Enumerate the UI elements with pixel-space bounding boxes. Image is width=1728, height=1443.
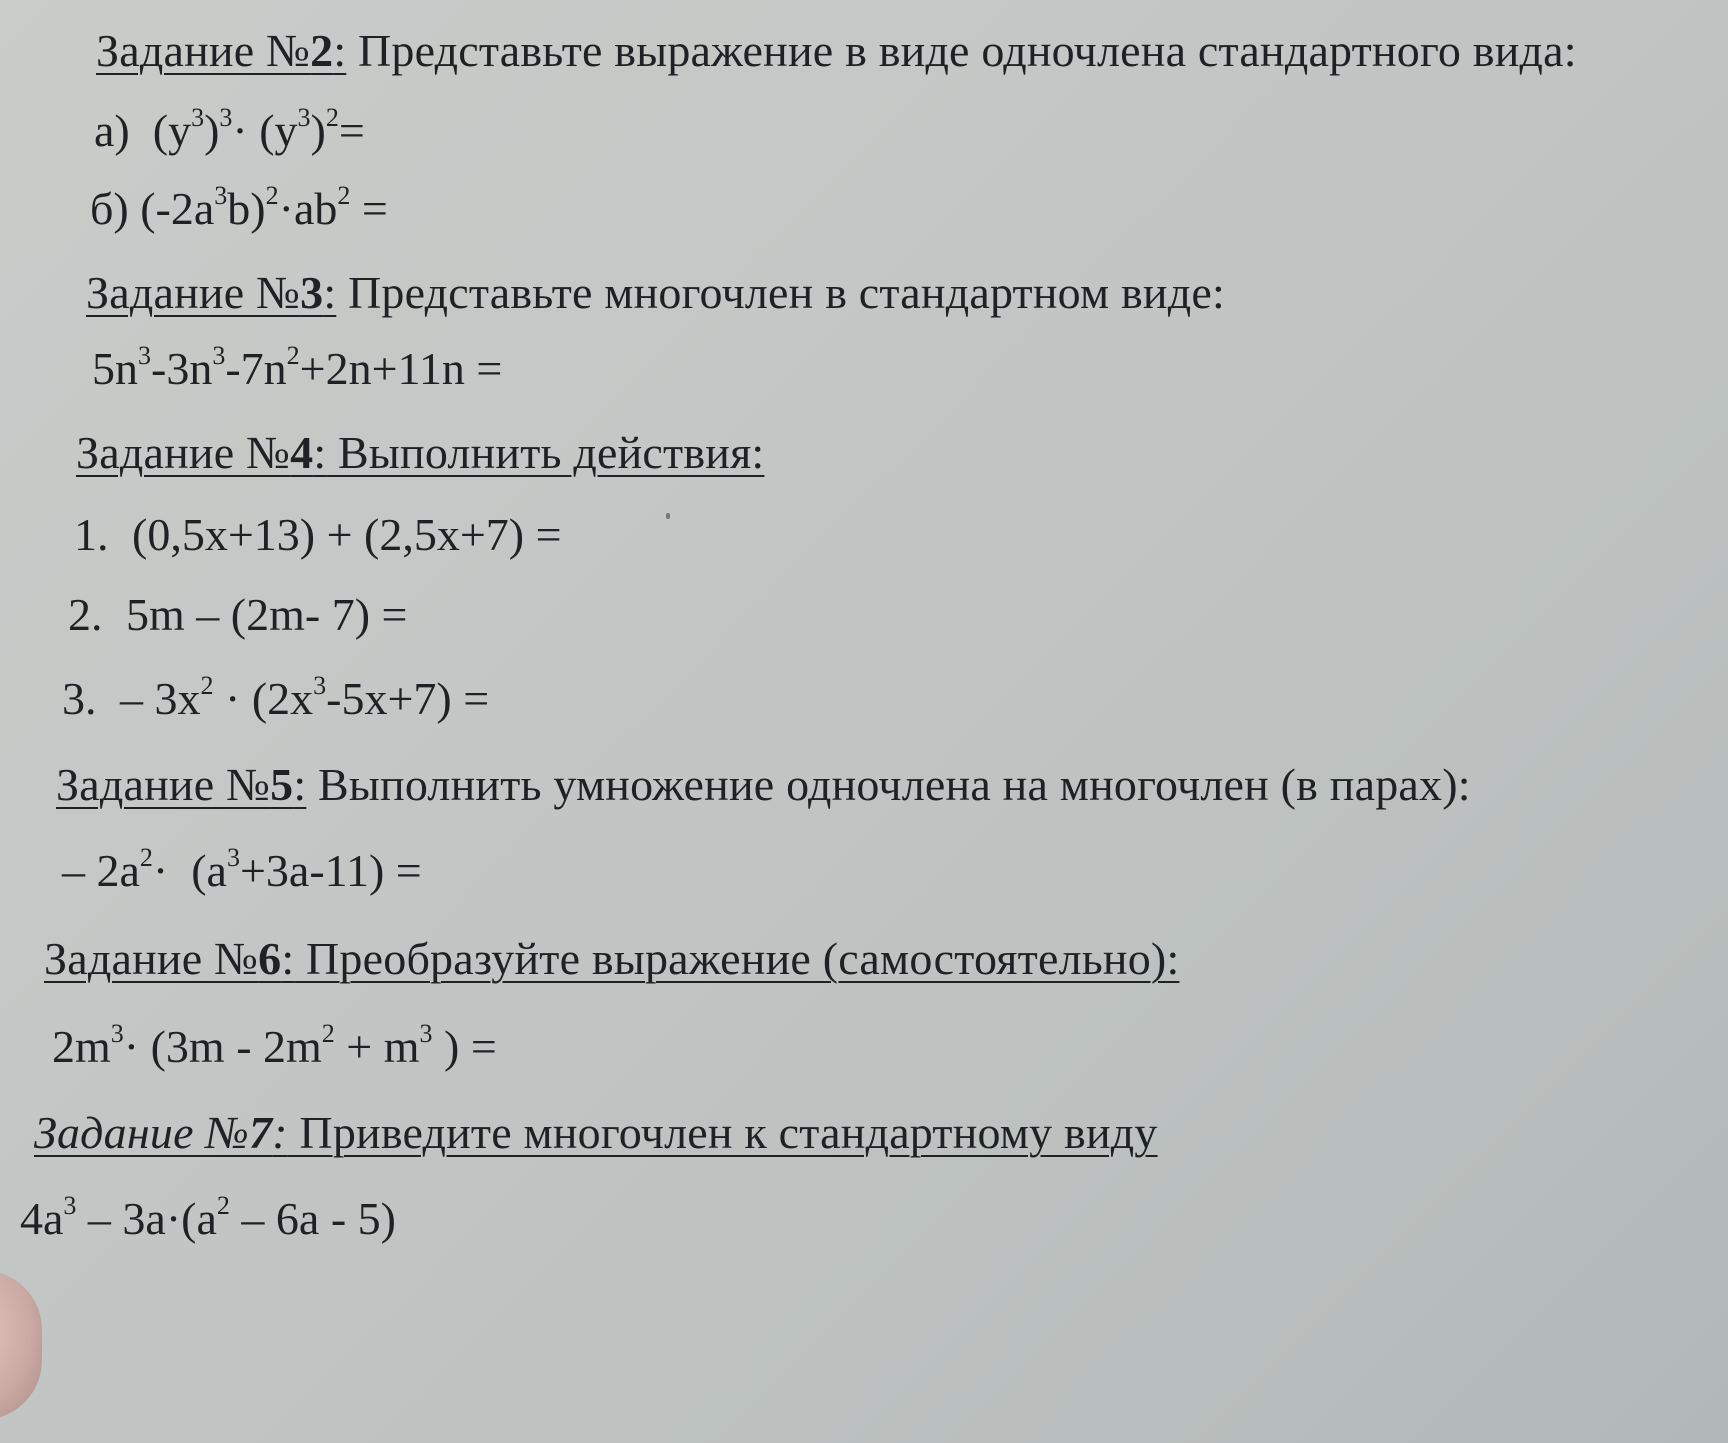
task-7-text: Приведите многочлен к стандартному виду — [287, 1107, 1158, 1158]
task-3-text: Представьте многочлен в стандартном виде: — [336, 267, 1225, 318]
task-4-item-1-number: 1. — [74, 509, 109, 560]
task-4-item-3-expression: – $3x^2 \cdot (2x^3-5x+7)$ = — [120, 671, 490, 724]
task-2-label: Задание №2: — [96, 25, 347, 76]
task-3-expression: $5n^3-3n^3-7n^2+2n+11n$ = — [92, 341, 503, 394]
task-6-expression: $2m^3\cdot (3m - 2m^2 + m^3$ ) = — [52, 1019, 497, 1072]
task-7-heading — [34, 1107, 1158, 1158]
task-2b-marker: б) — [90, 183, 129, 234]
task-4-item-2 — [68, 589, 408, 640]
task-6-heading — [44, 933, 1180, 984]
task-4-label: Задание №4: Выполнить действия: — [76, 427, 765, 478]
task-2-text: Представьте выражение в виде одночлена стандартного вида: — [346, 25, 1577, 76]
task-4-text: Выполнить действия: — [326, 427, 765, 478]
task-5-expression: – $2a^2\cdot (a^3+3a-11)$ = — [62, 843, 422, 896]
task-6-label: Задание №6: Преобразуйте выражение (самостоятельно): — [44, 933, 1180, 984]
task-4-item-1-expression: (0,5x+13) + (2,5x+7) = — [132, 509, 562, 560]
task-3-label: Задание №3: — [86, 267, 337, 318]
task-4-item-3 — [62, 671, 490, 724]
task-3-heading — [86, 267, 1225, 318]
task-5-text: Выполнить умножение одночлена на многочлен (в парах): — [306, 759, 1471, 810]
task-4-heading — [76, 427, 765, 478]
task-4-item-3-number: 3. — [62, 673, 97, 724]
pen-dot — [666, 513, 670, 519]
task-4-item-2-number: 2. — [68, 589, 103, 640]
task-2a-marker: а) — [94, 105, 130, 156]
task-6-text: Преобразуйте выражение (самостоятельно): — [294, 933, 1180, 984]
task-4-item-1 — [74, 509, 562, 560]
task-2a-expression: а) $(y^3)^3\cdot (y^3)^2=$ — [94, 103, 365, 156]
task-5-heading — [56, 759, 1471, 810]
finger-edge — [0, 1270, 42, 1420]
task-2b-expression: б) $(-2a^3b)^2\cdot ab^2$ = — [90, 181, 388, 234]
task-7-label: Задание №7: Приведите многочлен к стандартному виду — [34, 1107, 1158, 1158]
task-4-item-2-expression: 5m – (2m- 7) = — [126, 589, 408, 640]
task-7-expression: $4a^3 - 3a\cdot(a^2 - 6a - 5)$ — [20, 1191, 396, 1244]
task-2-heading — [96, 25, 1577, 76]
task-5-label: Задание №5: — [56, 759, 307, 810]
